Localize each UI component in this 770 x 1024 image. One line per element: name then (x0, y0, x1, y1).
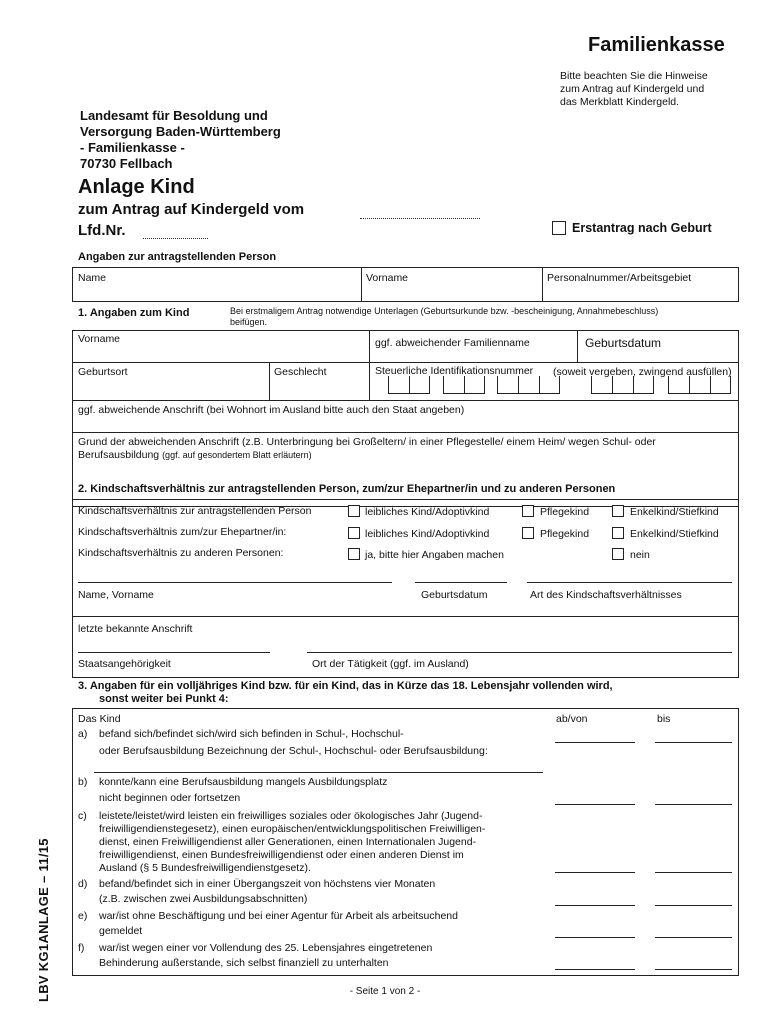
item-a-letter: a) (78, 728, 88, 740)
item-d-line-1: befand/befindet sich in einer Übergangszeit von höchstens vier Monaten (99, 878, 436, 890)
item-b-line-2: nicht beginnen oder fortsetzen (99, 792, 241, 804)
row2-enkel-label: Enkelkind/Stiefkind (630, 528, 719, 540)
staat-label: Staatsangehörigkeit (78, 658, 171, 670)
item-c-line-2: freiwilligendienstegesetz), einen europäischen/entwicklungspolitischen Freiwilligen- (99, 823, 486, 835)
ab-von-header: ab/von (556, 713, 588, 725)
applicant-name-field[interactable]: Name (78, 272, 107, 284)
erstantrag-label: Erstantrag nach Geburt (572, 221, 712, 235)
item-b-von-line[interactable] (555, 804, 635, 805)
art-label: Art des Kindschaftsverhältnisses (530, 589, 682, 601)
address-line-3: - Familienkasse - (80, 140, 185, 155)
item-a-bis-line[interactable] (655, 742, 732, 743)
child-table (72, 330, 739, 507)
row2-enkel-checkbox[interactable] (612, 527, 624, 539)
row1-pflege-label: Pflegekind (540, 506, 590, 518)
section1-note-line-2: beifügen. (230, 317, 268, 327)
section1-note-line-1: Bei erstmaligem Antrag notwendige Unterlagen (Geburtsurkunde bzw. -bescheinigung, Annahmebeschluss) (230, 306, 659, 316)
form-header-title: Familienkasse (588, 34, 725, 56)
divider (369, 330, 370, 400)
item-c-line-3: dienst, einen Freiwilligendienst aller Generationen, einen Internationalen Jugend- (99, 836, 477, 848)
geburtsdatum-line[interactable] (415, 582, 507, 583)
item-f-letter: f) (78, 942, 85, 954)
grund-line-1: Grund der abweichenden Anschrift (z.B. Unterbringung bei Großeltern/ in einer Pflegestelle/ einem Heim/ wegen Schul- oder (78, 436, 656, 448)
item-e-bis-line[interactable] (655, 937, 732, 938)
item-c-line-1: leistete/leistet/wird leisten ein freiwilliges soziales oder ökologisches Jahr (Jugend- (99, 810, 483, 822)
antrag-date-field[interactable] (360, 218, 480, 219)
das-kind-label: Das Kind (78, 713, 121, 725)
item-c-text (99, 810, 549, 875)
child-anschrift-field[interactable]: ggf. abweichende Anschrift (bei Wohnort im Ausland bitte auch den Staat angeben) (78, 404, 465, 416)
grund-label: Berufsausbildung (78, 449, 160, 461)
row2-label: Kindschaftsverhältnis zum/zur Ehepartner/in: (78, 526, 287, 538)
item-b-letter: b) (78, 776, 88, 788)
section3-heading-line-2: sonst weiter bei Punkt 4: (99, 693, 229, 705)
item-e-von-line[interactable] (555, 937, 635, 938)
lfd-nr-field[interactable] (143, 238, 208, 239)
row1-enkel-label: Enkelkind/Stiefkind (630, 506, 719, 518)
lfd-nr-label: Lfd.Nr. (78, 222, 126, 239)
address-line-1: Landesamt für Besoldung und (80, 108, 268, 123)
item-c-line-4: freiwilligendienst, einen Bundesfreiwilligendienst oder einen anderen Dienst im (99, 849, 464, 861)
item-c-line-5: Ausland (§ 5 Bundesfreiwilligendienstgesetz). (99, 862, 311, 874)
steuer-id-digits-4[interactable] (591, 376, 654, 394)
divider (269, 362, 270, 400)
item-e-letter: e) (78, 910, 88, 922)
name-vorname-label: Name, Vorname (78, 589, 154, 601)
divider (361, 267, 362, 302)
applicant-heading: Angaben zur antragstellenden Person (78, 251, 277, 263)
applicant-personalnummer-field[interactable]: Personalnummer/Arbeitsgebiet (547, 272, 692, 284)
item-d-bis-line[interactable] (655, 905, 732, 906)
steuer-id-label: Steuerliche Identifikationsnummer (375, 365, 534, 377)
grund-note: (ggf. auf gesondertem Blatt erläutern) (162, 450, 312, 460)
item-c-bis-line[interactable] (655, 872, 732, 873)
bis-header: bis (657, 713, 671, 725)
row2-leiblich-checkbox[interactable] (348, 527, 360, 539)
row3-nein-label: nein (630, 549, 650, 561)
form-subtitle: zum Antrag auf Kindergeld vom (78, 201, 305, 218)
section1-heading: 1. Angaben zum Kind (78, 307, 190, 319)
row1-label: Kindschaftsverhältnis zur antragstellenden Person (78, 505, 312, 517)
item-a-line-1: befand sich/befindet sich/wird sich befinden in Schul-, Hochschul- (99, 728, 404, 740)
child-geburtsdatum-field[interactable]: Geburtsdatum (585, 336, 662, 350)
item-f-line-2: Behinderung außerstande, sich selbst finanziell zu unterhalten (99, 957, 389, 969)
address-block (80, 108, 281, 172)
steuer-id-digits-3[interactable] (497, 376, 560, 394)
child-vorname-field[interactable]: Vorname (78, 333, 121, 345)
page-number: - Seite 1 von 2 - (349, 986, 421, 997)
form-title: Anlage Kind (78, 176, 195, 198)
hint-line-3: das Merkblatt Kindergeld. (560, 96, 680, 108)
divider (72, 616, 739, 617)
item-d-line-2: (z.B. zwischen zwei Ausbildungsabschnitten) (99, 893, 308, 905)
applicant-vorname-field[interactable]: Vorname (366, 272, 409, 284)
row2-pflege-label: Pflegekind (540, 528, 590, 540)
item-f-line-1: war/ist wegen einer vor Vollendung des 25. Lebensjahres eingetretenen (99, 942, 433, 954)
row2-leiblich-label: leibliches Kind/Adoptivkind (365, 528, 490, 540)
form-code-vertical: LBV KG1ANLAGE – 11/15 (36, 838, 51, 1002)
name-vorname-line[interactable] (78, 582, 392, 583)
item-f-von-line[interactable] (555, 969, 635, 970)
row1-enkel-checkbox[interactable] (612, 505, 624, 517)
item-d-von-line[interactable] (555, 905, 635, 906)
item-c-von-line[interactable] (555, 872, 635, 873)
row3-ja-checkbox[interactable] (348, 548, 360, 560)
section3-heading-line-1: 3. Angaben für ein volljähriges Kind bzw. für ein Kind, das in Kürze das 18. Lebensjahr vollenden wird, (78, 680, 613, 692)
steuer-id-digits-1[interactable] (388, 376, 430, 394)
divider (542, 267, 543, 302)
child-geschlecht-field[interactable]: Geschlecht (274, 366, 327, 378)
art-line[interactable] (527, 582, 732, 583)
grund-line-2[interactable] (78, 449, 312, 461)
row1-leiblich-checkbox[interactable] (348, 505, 360, 517)
row3-label: Kindschaftsverhältnis zu anderen Personen: (78, 547, 284, 559)
ort-taetigkeit-label: Ort der Tätigkeit (ggf. im Ausland) (312, 658, 469, 670)
erstantrag-checkbox[interactable] (552, 221, 566, 235)
letzte-anschrift-field[interactable]: letzte bekannte Anschrift (78, 623, 193, 635)
item-e-line-2: gemeldet (99, 925, 143, 937)
divider (72, 362, 739, 363)
other-geburtsdatum-label: Geburtsdatum (421, 589, 488, 601)
child-geburtsort-field[interactable]: Geburtsort (78, 366, 128, 378)
item-d-letter: d) (78, 878, 88, 890)
hint-line-2: zum Antrag auf Kindergeld und (560, 83, 705, 95)
divider (72, 432, 739, 433)
item-b-line-1: konnte/kann eine Berufsausbildung mangels Ausbildungsplatz (99, 776, 388, 788)
address-line-4: 70730 Fellbach (80, 156, 173, 171)
ausbildung-bezeichnung-line[interactable] (94, 772, 543, 773)
section2-heading: 2. Kindschaftsverhältnis zur antragstellenden Person, zum/zur Ehepartner/in und zu anderen Personen (78, 483, 616, 495)
row1-leiblich-label: leibliches Kind/Adoptivkind (365, 506, 490, 518)
hint-line-1: Bitte beachten Sie die Hinweise (560, 70, 708, 82)
steuer-id-digits-2[interactable] (443, 376, 485, 394)
item-b-bis-line[interactable] (655, 804, 732, 805)
steuer-id-digits-5[interactable] (668, 376, 731, 394)
item-e-line-1: war/ist ohne Beschäftigung und bei einer Agentur für Arbeit als arbeitsuchend (99, 910, 458, 922)
item-a-von-line[interactable] (555, 742, 635, 743)
item-c-letter: c) (78, 810, 87, 822)
row3-ja-label: ja, bitte hier Angaben machen (365, 549, 504, 561)
row3-nein-checkbox[interactable] (612, 548, 624, 560)
address-line-2: Versorgung Baden-Württemberg (80, 124, 281, 139)
row1-pflege-checkbox[interactable] (522, 505, 534, 517)
item-f-bis-line[interactable] (655, 969, 732, 970)
divider (577, 330, 578, 362)
item-a-line-2: oder Berufsausbildung Bezeichnung der Schul-, Hochschul- oder Berufsausbildung: (99, 745, 488, 757)
ort-taetigkeit-line[interactable] (307, 652, 732, 653)
steuer-id-note: (soweit vergeben, zwingend ausfüllen) (553, 366, 732, 378)
staat-line[interactable] (78, 652, 270, 653)
child-familienname-field[interactable]: ggf. abweichender Familienname (375, 337, 530, 349)
row2-pflege-checkbox[interactable] (522, 527, 534, 539)
